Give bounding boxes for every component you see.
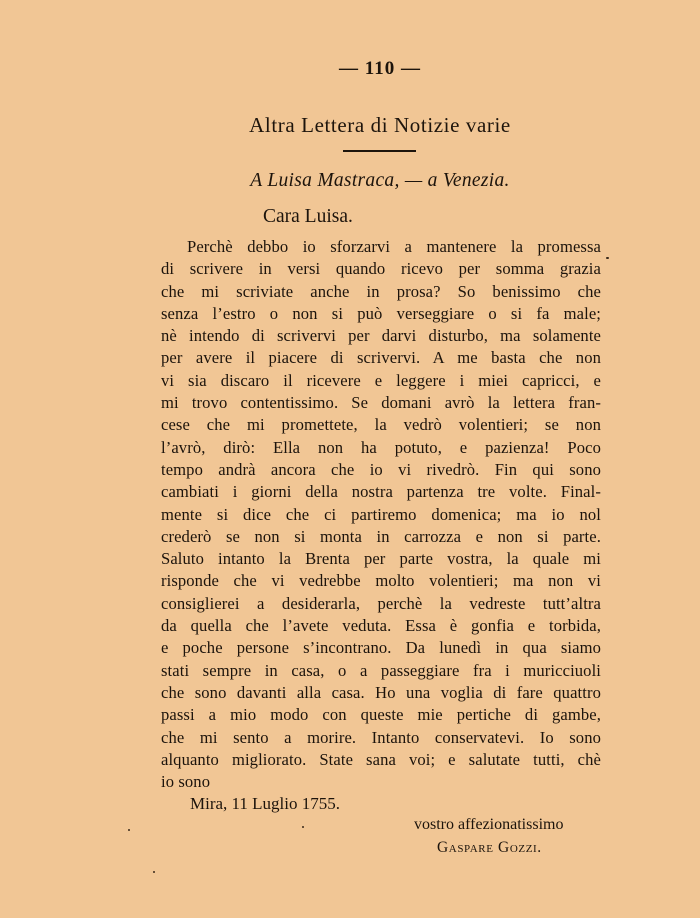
title-divider [343, 150, 416, 152]
body-line: consiglierei a desiderarla, perchè la vedreste tutt’altra [161, 593, 601, 613]
body-line: risponde che vi vedrebbe molto volentieri; ma non vi [161, 571, 601, 591]
print-speck [128, 829, 130, 831]
place-and-date: Mira, 11 Luglio 1755. [190, 794, 340, 813]
body-line: mente si dice che ci partiremo domenica; ma io nol [161, 504, 601, 524]
body-line: senza l’estro o non si può verseggiare o si fa male; [161, 303, 601, 323]
print-speck [153, 871, 155, 873]
letter-title: Altra Lettera di Notizie varie [249, 113, 511, 137]
body-line: passi a mio modo con queste mie pertiche di gambe, [161, 705, 601, 725]
body-line: Saluto intanto la Brenta per parte vostra, la quale mi [161, 549, 601, 569]
body-line: per avere il piacere di scrivervi. A me basta che non [161, 348, 601, 368]
author-signature: Gaspare Gozzi. [437, 839, 542, 856]
body-line: Perchè debbo io sforzarvi a mantenere la promessa [187, 237, 601, 256]
print-speck [302, 826, 304, 828]
body-line: e poche persone s’incontrano. Da lunedì in qua siamo [161, 638, 601, 658]
body-line: tempo andrà ancora che io vi rivedrò. Fin qui sono [161, 459, 601, 479]
letter-addressee: A Luisa Mastraca, — a Venezia. [250, 170, 510, 191]
body-line: di scrivere in versi quando ricevo per somma grazia [161, 259, 601, 279]
body-line: vi sia discaro il ricevere e leggere i miei capricci, e [161, 370, 601, 390]
letter-body [161, 236, 601, 793]
salutation: Cara Luisa. [263, 206, 353, 227]
print-speck [606, 257, 609, 259]
body-line: che mi sento a morire. Intanto conservatevi. Io sono [161, 727, 601, 747]
page-number: — 110 — [339, 58, 421, 79]
body-line: stati sempre in casa, o a passeggiare fra i muricciuoli [161, 660, 601, 680]
body-line: alquanto migliorato. State sana voi; e salutate tutti, chè [161, 749, 601, 769]
body-line: io sono [161, 772, 211, 792]
body-line: cambiati i giorni della nostra partenza tre volte. Final- [161, 482, 601, 502]
body-line: cese che mi promettete, la vedrò volentieri; se non [161, 415, 601, 435]
body-line: nè intendo di scrivervi per darvi disturbo, ma solamente [161, 326, 601, 346]
body-line: crederò se non si monta in carrozza e non si parte. [161, 526, 601, 546]
closing-phrase: vostro affezionatissimo [414, 816, 564, 833]
body-line: che sono davanti alla casa. Ho una voglia di fare quattro [161, 682, 601, 702]
body-line: l’avrò, dirò: Ella non ha potuto, e pazienza! Poco [161, 437, 601, 457]
body-line: da quella che l’avete veduta. Essa è gonfia e torbida, [161, 616, 601, 636]
body-line: che mi scriviate anche in prosa? So benissimo che [161, 281, 601, 301]
body-line: mi trovo contentissimo. Se domani avrò la lettera fran- [161, 393, 601, 413]
